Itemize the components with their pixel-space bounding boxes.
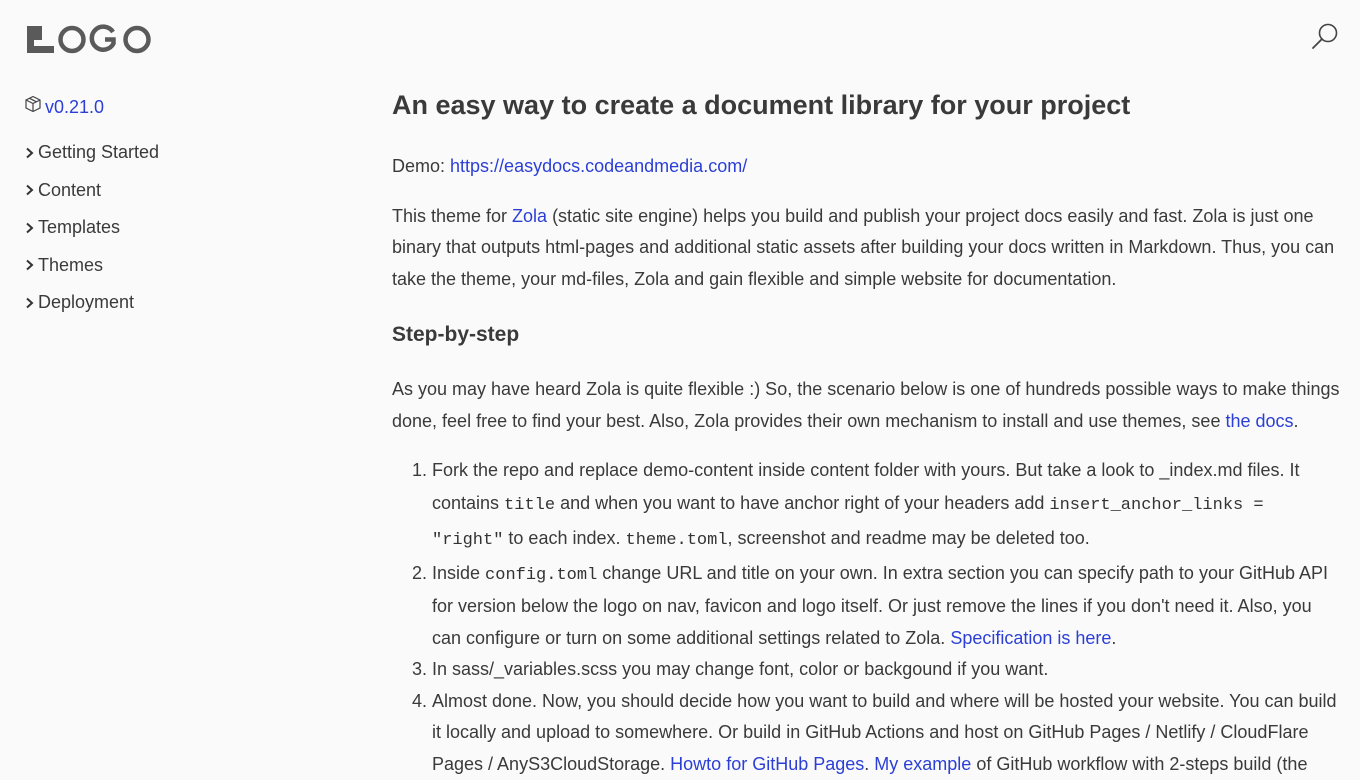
logo-icon — [26, 24, 152, 56]
sidebar-item-getting-started[interactable] — [24, 134, 344, 172]
sidebar-item-label: Content — [38, 180, 101, 201]
inline-code: config.toml — [485, 566, 597, 585]
list-item — [432, 686, 1340, 780]
intro-paragraph — [392, 201, 1340, 296]
intro-text-start: This theme for — [392, 206, 512, 226]
search-button[interactable] — [1308, 20, 1342, 54]
chevron-right-icon — [24, 221, 36, 235]
sidebar-item-label: Themes — [38, 255, 103, 276]
scenario-text-end: . — [1294, 411, 1299, 431]
chevron-right-icon — [24, 258, 36, 272]
sidebar-item-label: Templates — [38, 217, 120, 238]
header — [0, 0, 1360, 80]
my-example-link[interactable]: My example — [874, 754, 971, 774]
zola-link[interactable]: Zola — [512, 206, 547, 226]
list-item — [432, 558, 1340, 655]
sidebar-item-label: Getting Started — [38, 142, 159, 163]
steps-list — [392, 454, 1340, 780]
page-title: An easy way to create a document library for your project — [392, 84, 1340, 126]
step-text: . — [864, 754, 874, 774]
sidebar-nav — [24, 134, 344, 322]
step-text: Fork the repo and replace demo-content inside content folder with yours. But take a look to _index.md files. It contains — [432, 460, 1299, 513]
scenario-paragraph — [392, 374, 1340, 437]
sidebar-item-content[interactable] — [24, 172, 344, 210]
list-item — [432, 654, 1340, 686]
demo-link[interactable]: https://easydocs.codeandmedia.com/ — [450, 156, 747, 176]
search-icon — [1308, 20, 1342, 54]
step-text: Almost done. Now, you should decide how you want to build and where will be hosted your website. You can build it locally and upload to somewhere. Or build in GitHub Actions and host on GitHub Pages / Netlify / CloudFlare Pages / AnyS3CloudStorage. — [432, 691, 1337, 774]
sidebar-item-deployment[interactable] — [24, 284, 344, 322]
step-text: Inside — [432, 563, 485, 583]
section-heading-step-by-step: Step-by-step — [392, 320, 1340, 350]
inline-code: theme.toml — [626, 531, 728, 550]
demo-paragraph — [392, 151, 1340, 183]
step-text: In sass/_variables.scss you may change font, color or backgound if you want. — [432, 659, 1048, 679]
demo-label: Demo: — [392, 156, 450, 176]
sidebar-item-themes[interactable] — [24, 247, 344, 285]
inline-code: title — [504, 496, 555, 515]
intro-text-end: (static site engine) helps you build and publish your project docs easily and fast. Zola is just one binary that outputs html-pages and additional static assets after building your docs written in Markdown. Thus, you can take the theme, your md-files, Zola and gain flexible and simple website for documentation. — [392, 206, 1334, 289]
version-badge — [24, 92, 344, 122]
step-text: , screenshot and readme may be deleted too. — [728, 528, 1090, 548]
chevron-right-icon — [24, 183, 36, 197]
inline-code: insert_anchor_links = "right" — [432, 496, 1264, 551]
step-text: and when you want to have anchor right of your headers add — [555, 493, 1049, 513]
sidebar-item-templates[interactable] — [24, 209, 344, 247]
sidebar — [24, 92, 344, 322]
scenario-text-start: As you may have heard Zola is quite flexible :) So, the scenario below is one of hundreds possible ways to make things done, feel free to find your best. Also, Zola provides their own mechanism to install and use themes, see — [392, 379, 1340, 431]
sidebar-item-label: Deployment — [38, 292, 134, 313]
step-text: change URL and title on your own. In extra section you can specify path to your GitHub API for version below the logo on nav, favicon and logo itself. Or just remove the lines if you don't need it. Also, you can configure or turn on some additional settings related to Zola. — [432, 563, 1328, 648]
package-icon — [24, 95, 42, 113]
specification-link[interactable]: Specification is here — [950, 628, 1111, 648]
step-text: to each index. — [503, 528, 625, 548]
github-pages-howto-link[interactable]: Howto for GitHub Pages — [670, 754, 864, 774]
logo-link[interactable] — [26, 24, 152, 56]
version-link[interactable]: v0.21.0 — [45, 97, 104, 118]
step-text: . — [1111, 628, 1116, 648]
main-content — [392, 84, 1340, 780]
chevron-right-icon — [24, 296, 36, 310]
list-item — [432, 454, 1340, 558]
chevron-right-icon — [24, 146, 36, 160]
docs-link[interactable]: the docs — [1225, 411, 1293, 431]
step-text: of GitHub workflow with 2-steps build (the — [971, 754, 1307, 774]
